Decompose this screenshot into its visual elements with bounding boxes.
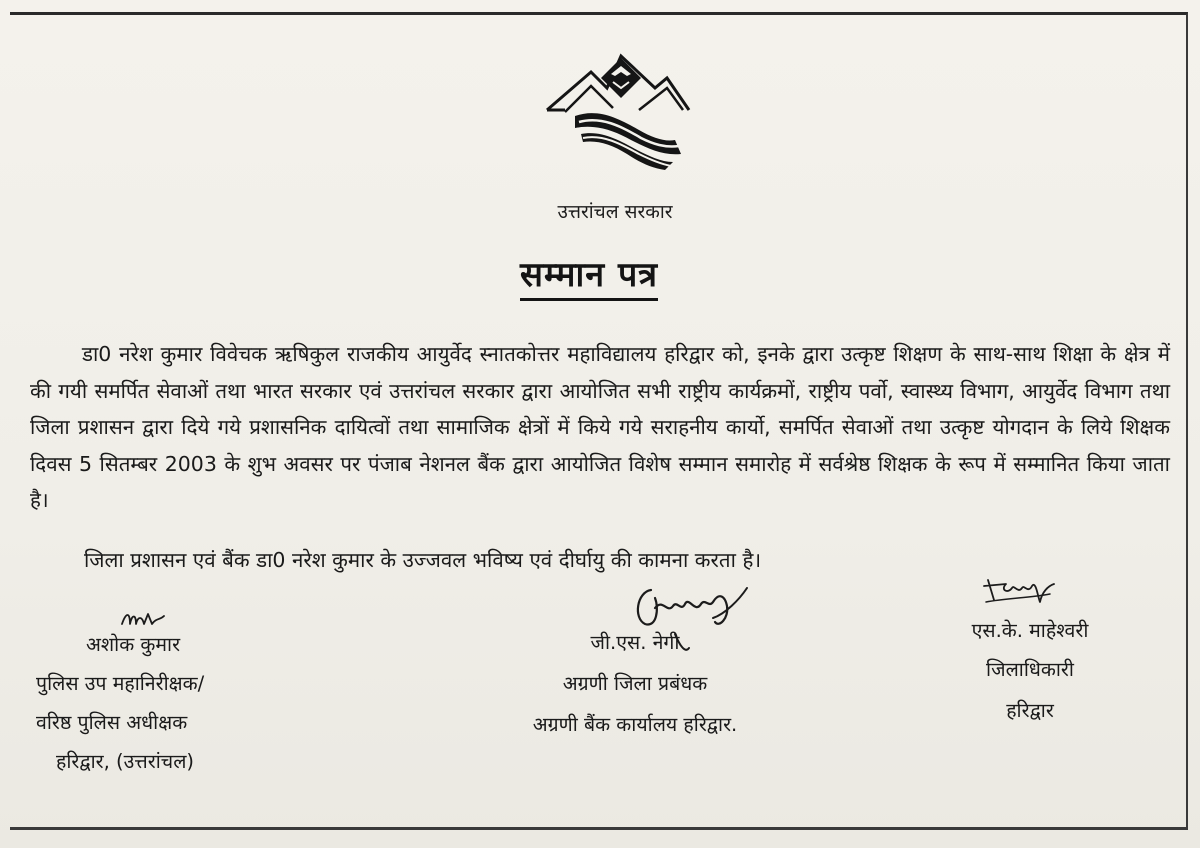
signatory-middle [510, 584, 760, 737]
signatory-right-place: हरिद्वार [1006, 699, 1054, 722]
signatory-left-title: पुलिस उप महानिरीक्षक/ [36, 672, 205, 695]
signatory-right [930, 574, 1130, 723]
closing-line: जिला प्रशासन एवं बैंक डा0 नरेश कुमार के उज्जवल भविष्य एवं दीर्घायु की कामना करता है। [84, 548, 762, 572]
uttaranchal-emblem-icon [543, 52, 693, 174]
signatory-right-name: एस.के. माहेश्वरी [971, 619, 1089, 642]
signatory-left-place: हरिद्वार, (उत्तरांचल) [56, 750, 195, 773]
signatory-middle-office: अग्रणी बैंक कार्यालय हरिद्वार. [532, 713, 738, 736]
citation-paragraph: डा0 नरेश कुमार विवेचक ऋषिकुल राजकीय आयुर्वेद स्नातकोत्तर महाविद्यालय हरिद्वार को, इनके द्वारा उत्कृष्ट शिक्षण के साथ-साथ शिक्षा के क्षेत्र में की गयी समर्पित सेवाओं तथा भारत सरकार एवं उत्तरांचल सरकार द्वारा आयोजित सभी राष्ट्रीय कार्यक्रमों, राष्ट्रीय पर्वो, स्वास्थ्य विभाग, आयुर्वेद विभाग तथा जिला प्रशासन द्वारा दिये गये प्रशासनिक दायित्वों तथा सामाजिक क्षेत्रों में किये गये सराहनीय कार्यो, समर्पित सेवाओं तथा उत्कृष्ट योगदान के लिये शिक्षक दिवस 5 सितम्बर 2003 के शुभ अवसर पर पंजाब नेशनल बैंक द्वारा आयोजित विशेष सम्मान समारोह में सर्वश्रेष्ठ शिक्षक के रूप में सम्मानित किया जाता है। [30, 342, 1170, 512]
signatory-left-name: अशोक कुमार [86, 633, 181, 656]
signatory-middle-title: अग्रणी जिला प्रबंधक [562, 672, 708, 695]
page-title: सम्मान पत्र [520, 250, 658, 301]
signatory-right-title: जिलाधिकारी [986, 658, 1074, 681]
signatory-left-title-2: वरिष्ठ पुलिस अधीक्षक [36, 711, 188, 734]
signatory-left [36, 600, 204, 774]
signatory-middle-name: जी.एस. नेगी [590, 631, 680, 654]
government-name: उत्तरांचल सरकार [557, 201, 673, 223]
